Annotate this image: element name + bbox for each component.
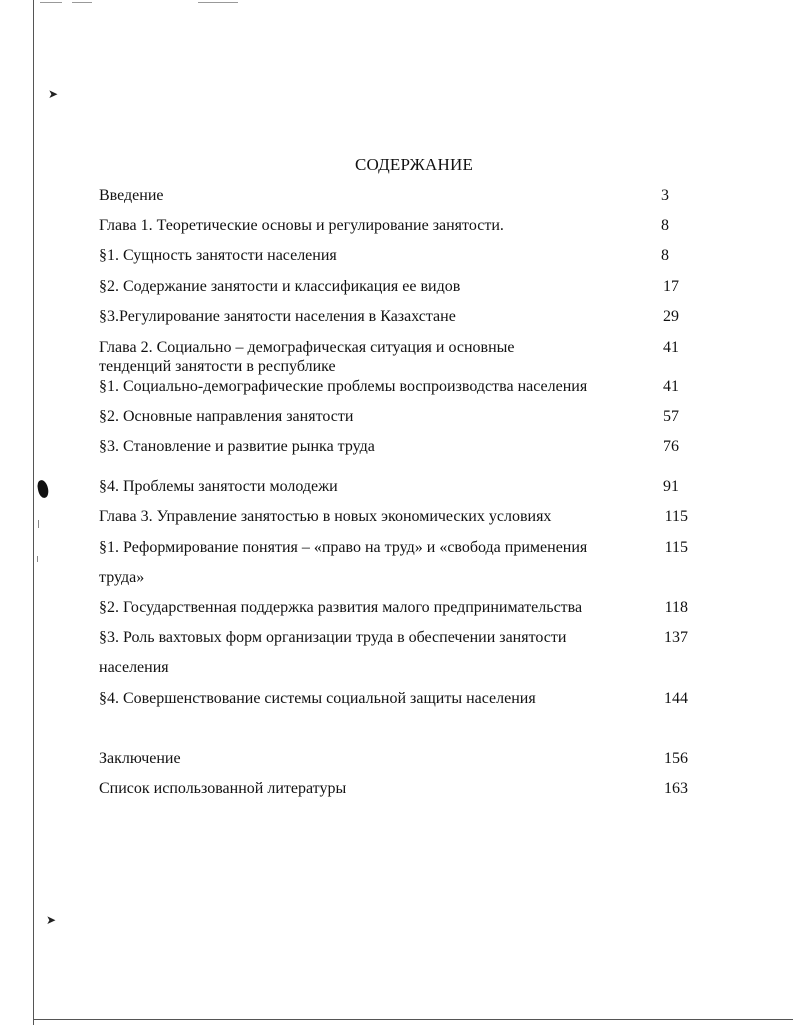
toc-entry: [99, 749, 691, 769]
toc-entry-page: 8: [661, 217, 669, 234]
page-title: СОДЕРЖАНИЕ: [354, 155, 474, 174]
toc-entry-page: 41: [663, 378, 679, 395]
toc-entry-page: 57: [663, 408, 679, 425]
toc-entry-text-line2: тенденций занятости в республике: [99, 358, 336, 375]
toc-entry-text: §3. Роль вахтовых форм организации труда в обеспечении занятости: [99, 629, 567, 646]
toc-entry-page: 41: [663, 339, 679, 356]
toc-entry-page: 3: [661, 187, 669, 204]
binder-hole-mark: ➤: [48, 87, 59, 101]
toc-entry-page: 118: [664, 599, 688, 616]
toc-entry-text: Глава 2. Социально – демографическая ситуация и основные: [99, 339, 515, 356]
toc-entry: [99, 216, 691, 236]
toc-entry: [99, 689, 691, 709]
toc-entry: [99, 628, 691, 678]
scan-edge-left: [33, 0, 34, 1025]
toc-entry: [99, 307, 691, 327]
toc-entry-text: §2. Государственная поддержка развития малого предпринимательства: [99, 599, 583, 616]
toc-entry-text: Глава 3. Управление занятостью в новых экономических условиях: [99, 508, 552, 525]
toc-entry-page: 8: [661, 247, 669, 264]
toc-entry: [99, 507, 691, 527]
toc-entry: [99, 437, 691, 457]
toc-entry-text: §3. Становление и развитие рынка труда: [99, 438, 375, 455]
toc-entry-text: §3.Регулирование занятости населения в Казахстане: [99, 308, 456, 325]
toc-entry-page: 91: [663, 478, 679, 495]
toc-entry: [99, 598, 691, 618]
toc-entry-text: Список использованной литературы: [99, 780, 347, 797]
toc-entry-text-line2: труда»: [99, 569, 145, 586]
scan-edge-bottom: [33, 1019, 793, 1020]
toc-entry-page: 115: [664, 508, 688, 525]
toc-entry-text: Заключение: [99, 750, 181, 767]
toc-entry-page: 115: [664, 539, 688, 556]
toc-entry: [99, 407, 691, 427]
binder-hole-mark: ➤: [46, 913, 57, 927]
toc-entry-page: 156: [664, 750, 688, 767]
toc-entry: [99, 377, 691, 397]
toc-entry-page: 137: [664, 629, 688, 646]
toc-entry-text: §4. Проблемы занятости молодежи: [99, 478, 338, 495]
toc-entry: [99, 338, 691, 376]
toc-entry-page: 144: [664, 690, 688, 707]
scan-top-marks: [0, 0, 793, 6]
toc-entry-page: 29: [663, 308, 679, 325]
toc-entry: [99, 246, 691, 266]
toc-entry: [99, 477, 691, 497]
ink-blot: [36, 479, 50, 499]
toc-entry-page: 76: [663, 438, 679, 455]
toc-entry-text: §2. Основные направления занятости: [99, 408, 354, 425]
toc-entry-text: §1. Реформирование понятия – «право на труд» и «свобода применения: [99, 539, 588, 556]
toc-entry-text-line2: населения: [99, 659, 169, 676]
toc-entry-text: §1. Сущность занятости населения: [99, 247, 337, 264]
scan-speck: [38, 520, 39, 528]
toc-entry: [99, 186, 691, 206]
toc-entry-text: §4. Совершенствование системы социальной защиты населения: [99, 690, 536, 707]
toc-entry-text: Глава 1. Теоретические основы и регулирование занятости.: [99, 217, 504, 234]
toc-entry: [99, 538, 691, 588]
toc-entry-text: Введение: [99, 187, 164, 204]
toc-entry-page: 17: [663, 278, 679, 295]
toc-entry: [99, 277, 691, 297]
toc-entry-page: 163: [664, 780, 688, 797]
scan-speck: [37, 556, 38, 562]
toc-entry-text: §1. Социально-демографические проблемы воспроизводства населения: [99, 378, 588, 395]
toc-entry-text: §2. Содержание занятости и классификация ее видов: [99, 278, 461, 295]
toc-entry: [99, 779, 691, 799]
